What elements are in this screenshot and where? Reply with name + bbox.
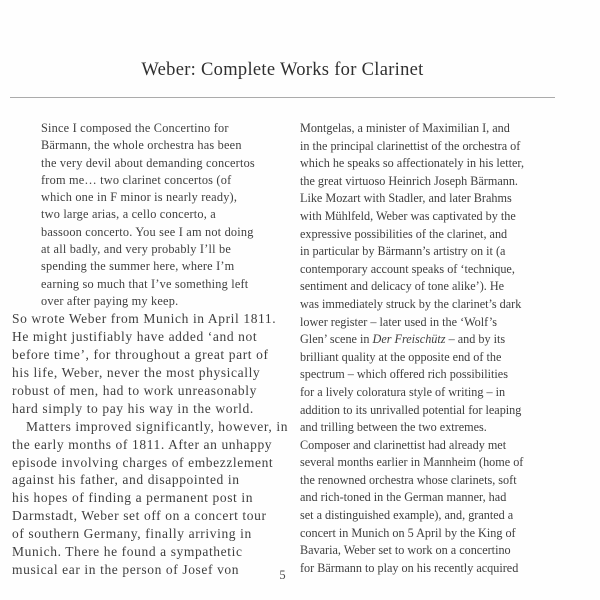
text-line: over after paying my keep. [41, 293, 179, 308]
text-line: brilliant quality at the opposite end of the [300, 349, 502, 364]
text-line: Darmstadt, Weber set off on a concert tour [12, 508, 267, 524]
text-line: his hopes of finding a permanent post in [12, 490, 254, 506]
text-line: Bärmann, the whole orchestra has been [41, 138, 242, 153]
text-line: in the principal clarinettist of the orchestra of [300, 138, 521, 153]
text-line: set a distinguished example), and, granted a [300, 508, 514, 523]
text-line: Glen’ scene in Der Freischütz – and by its [300, 332, 506, 347]
text-line: sentiment and delicacy of tone alike’). He [300, 279, 505, 294]
text-line: with Mühlfeld, Weber was captivated by the [300, 208, 516, 223]
letter-quote-block [41, 120, 304, 310]
text-line: for a lively coloratura style of writing – in [300, 384, 506, 399]
text-line: of southern Germany, finally arriving in [12, 526, 252, 542]
text-line: the great virtuoso Heinrich Joseph Bärmann. [300, 173, 518, 188]
text-line: contemporary account speaks of ‘technique, [300, 261, 515, 276]
text-line: Since I composed the Concertino for [41, 121, 229, 135]
text-line: the very devil about demanding concertos [41, 155, 255, 170]
text-line: the renowned orchestra whose clarinets, soft [300, 472, 517, 487]
text-line: Bavaria, Weber set to work on a concertino [300, 543, 511, 558]
right-column [300, 120, 556, 577]
text-line: spending the summer here, where I’m [41, 259, 235, 274]
text-line: Munich. There he found a sympathetic [12, 544, 243, 560]
text-line: was immediately struck by the clarinet’s dark [300, 296, 522, 311]
text-line: spectrum – which offered rich possibilities [300, 367, 508, 382]
text-line: against his father, and disappointed in [12, 472, 240, 488]
text-line: bassoon concerto. You see I am not doing [41, 224, 254, 239]
text-line: robust of men, had to work unreasonably [12, 382, 257, 398]
text-line: Matters improved significantly, however, in [26, 418, 289, 434]
text-line: lower register – later used in the ‘Wolf’s [300, 314, 497, 329]
text-line: episode involving charges of embezzlement [12, 454, 274, 470]
text-line: and trilling between the two extremes. [300, 420, 487, 435]
text-line: at all badly, and very probably I’ll be [41, 242, 232, 257]
text-line: several months earlier in Mannheim (home of [300, 455, 524, 470]
text-line: his life, Weber, never the most physically [12, 364, 261, 380]
text-line: addition to its unrivalled potential for leaping [300, 402, 522, 417]
text-line: in particular by Bärmann’s artistry on it (a [300, 244, 506, 259]
text-line: expressive possibilities of the clarinet, and [300, 226, 508, 241]
left-column [12, 120, 304, 579]
text-line: concert in Munich on 5 April by the King of [300, 525, 516, 540]
text-line: musical ear in the person of Josef von [12, 561, 240, 577]
text-line: the early months of 1811. After an unhappy [12, 436, 273, 452]
text-line: which he speaks so affectionately in his letter, [300, 156, 525, 171]
text-line: hard simply to pay his way in the world. [12, 400, 254, 416]
text-line: two large arias, a cello concerto, a [41, 207, 216, 222]
page-number: 5 [279, 568, 286, 582]
text-line: earning so much that I’ve something left [41, 276, 249, 291]
page-title: Weber: Complete Works for Clarinet [141, 60, 424, 80]
text-line: before time’, for throughout a great part of [12, 347, 269, 363]
text-line: Like Mozart with Stadler, and later Brahms [300, 191, 512, 206]
title-divider-rule [10, 97, 555, 98]
text-line: So wrote Weber from Munich in April 1811. [12, 311, 277, 327]
text-line: for Bärmann to play on his recently acquired [300, 560, 519, 575]
text-line: from me… two clarinet concertos (of [41, 172, 232, 187]
text-line: which one in F minor is nearly ready), [41, 190, 238, 205]
text-line: and rich-toned in the German manner, had [300, 490, 507, 505]
text-line: Montgelas, a minister of Maximilian I, and [300, 121, 510, 135]
left-column-body-text [12, 310, 304, 579]
text-line: Composer and clarinettist had already met [300, 437, 507, 452]
text-line: He might justifiably have added ‘and not [12, 329, 258, 345]
